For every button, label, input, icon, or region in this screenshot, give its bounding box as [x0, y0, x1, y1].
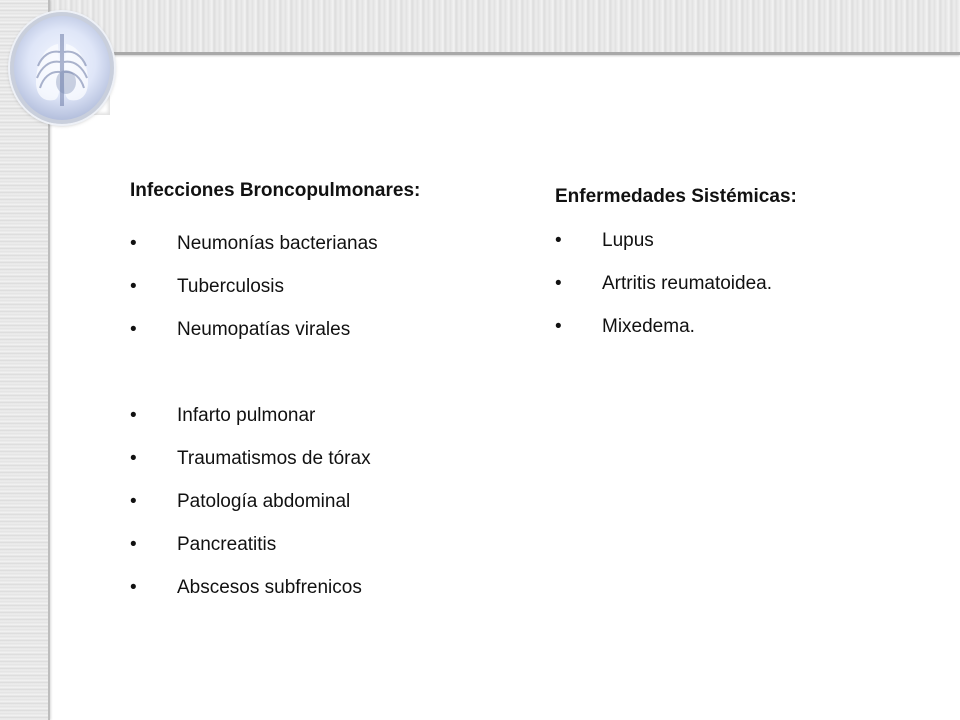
- list-item: [130, 448, 371, 470]
- list-item-text: Infarto pulmonar: [177, 405, 316, 426]
- list-item: [130, 577, 371, 599]
- bullet-icon: •: [130, 276, 137, 297]
- list-item: [130, 233, 378, 255]
- list-item: [130, 491, 371, 513]
- list-item-text: Lupus: [602, 230, 654, 251]
- list-item: [130, 319, 378, 341]
- top-decorative-band: [0, 0, 960, 55]
- list-item: [130, 534, 371, 556]
- list-item-text: Neumopatías virales: [177, 319, 351, 340]
- list-item-text: Mixedema.: [602, 316, 695, 337]
- bullet-icon: •: [130, 233, 137, 254]
- list-item: [130, 405, 371, 427]
- list-item-text: Abscesos subfrenicos: [177, 577, 362, 598]
- list-item-text: Neumonías bacterianas: [177, 233, 378, 254]
- bullet-icon: •: [130, 319, 137, 340]
- bullet-icon: •: [555, 230, 562, 251]
- bullet-icon: •: [130, 448, 137, 469]
- list-item: [555, 230, 772, 252]
- left-list-group-2: [130, 405, 371, 620]
- left-column-heading: Infecciones Broncopulmonares:: [130, 180, 421, 201]
- list-item-text: Tuberculosis: [177, 276, 285, 297]
- chest-xray-logo: [10, 12, 114, 124]
- list-item: [555, 273, 772, 295]
- list-item-text: Traumatismos de tórax: [177, 448, 371, 469]
- bullet-icon: •: [130, 405, 137, 426]
- list-item-text: Pancreatitis: [177, 534, 277, 555]
- right-list: [555, 230, 772, 359]
- right-column-heading: Enfermedades Sistémicas:: [555, 186, 797, 207]
- left-list-group-1: [130, 233, 378, 362]
- bullet-icon: •: [130, 534, 137, 555]
- list-item: [555, 316, 772, 338]
- list-item: [130, 276, 378, 298]
- bullet-icon: •: [555, 273, 562, 294]
- list-item-text: Artritis reumatoidea.: [602, 273, 773, 294]
- bullet-icon: •: [130, 491, 137, 512]
- chest-xray-icon: [14, 16, 110, 120]
- list-item-text: Patología abdominal: [177, 491, 351, 512]
- bullet-icon: •: [555, 316, 562, 337]
- bullet-icon: •: [130, 577, 137, 598]
